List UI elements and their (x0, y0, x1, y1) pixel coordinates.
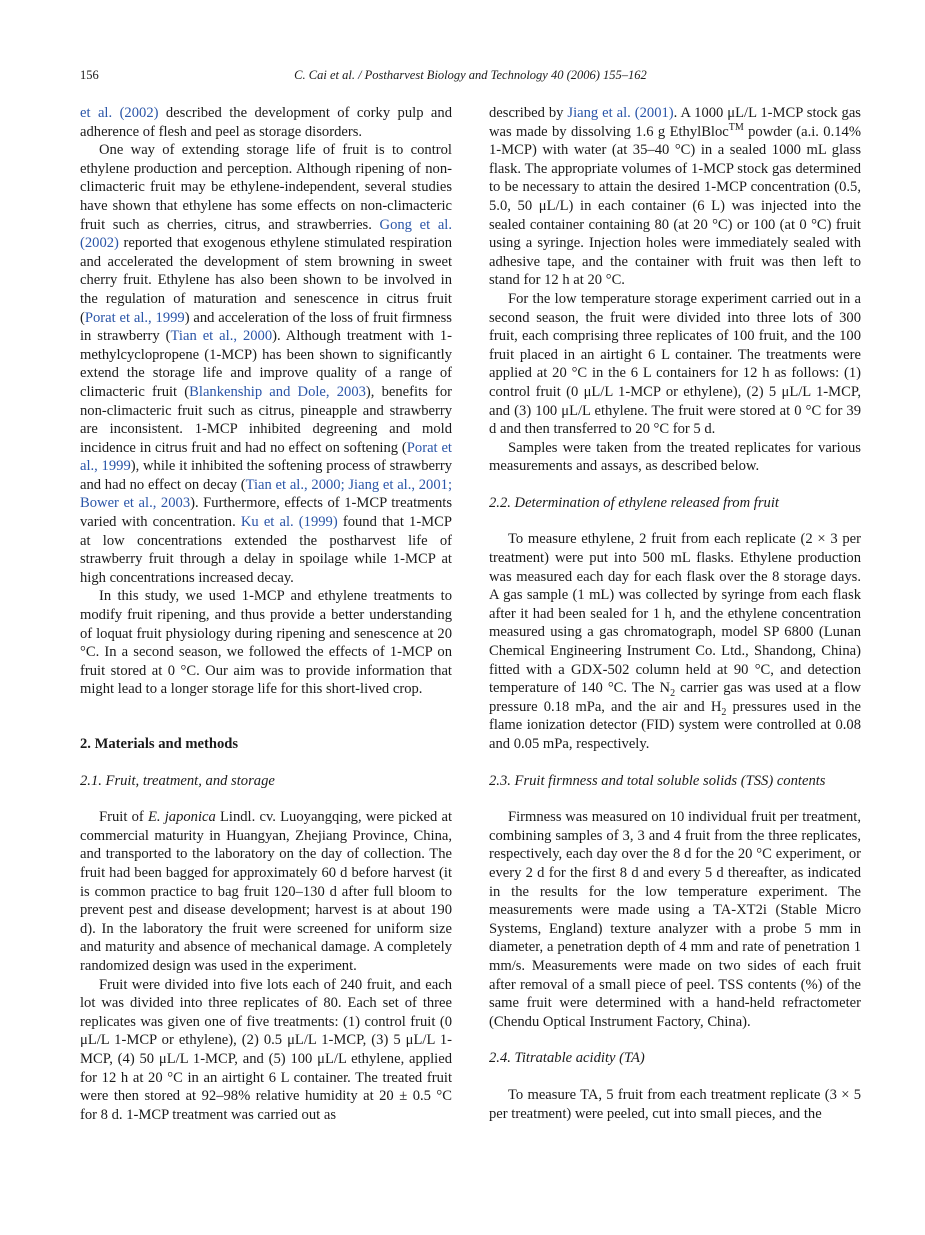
citation-link[interactable]: Ku et al. (1999) (240, 514, 338, 531)
paragraph: For the low temperature storage experiment carried out in a second season, the fruit were divided into three lots of 300 fruit, each comprising three replicates of 100 fruit, and the 100 fruit placed in an airtight 6 L container. The treatments were applied at 20 °C in the 6 L containers for 12 h as follows: (1) control fruit (0 μL/L 1-MCP or ethylene), (2) 5 μL/L 1-MCP, and (3) 100 μL/L ethylene. The fruit were stored at 0 °C for 39 d and then transferred to 20 °C for 5 d. (489, 290, 861, 438)
paragraph: described by Jiang et al. (2001). A 1000 μL/L 1-MCP stock gas was made by dissolving 1.6 g EthylBloc™ powder (a.i. 0.14% 1-MCP) with water (at 35–40 °C) in a sealed 1000 mL glass flask. The appropriate volumes of 1-MCP stock gas determined to be necessary to attain the desired 1-MCP concentration (0.5, 5.0, 50 μL/L) in each container (6 L) was injected into the sealed container containing 80 (at 20 °C) or 100 (at 0 °C) fruit using a syringe. Injection holes were immediately sealed with adhesive tape, and the container with fruit was then left to stand for 12 h at 20 °C. (489, 105, 861, 289)
right-column (489, 104, 861, 1123)
citation-link[interactable]: Jiang et al. (2001) (567, 105, 674, 121)
paragraph: Fruit of E. japonica Lindl. cv. Luoyangqing, were picked at commercial maturity in Huangyan, Zhejiang Province, China, and transported to the laboratory on the day of collection. The fruit had been bagged for approximately 60 d before harvest (it is common practice to bag fruit 120–130 d after full bloom to prevent pest and disease development; harvest is at about 190 d). In the laboratory the fruit were screened for uniform size and maturity and absence of mechanical damage. A completely randomized design was used in the experiment. (80, 809, 452, 974)
left-column (80, 104, 452, 1124)
citation-link[interactable]: Gong et al. (2002) (80, 216, 452, 252)
paragraph: Fruit were divided into five lots each of 240 fruit, and each lot was divided into three replicates of 80. Each set of three replicates was given one of five treatments: (1) control fruit (0 μL/L 1-MCP or ethylene), (2) 0.5 μL/L 1-MCP, (3) 5 μL/L 1-MCP, (4) 50 μL/L 1-MCP, and (5) 100 μL/L ethylene, applied for 12 h at 20 °C in an airtight 6 L container. The treated fruit were then stored at 92–98% relative humidity at 20 ± 0.5 °C for 8 d. 1-MCP treatment was carried out as (80, 976, 452, 1123)
section-heading: 2. Materials and methods (80, 736, 239, 752)
citation-link[interactable]: Tian et al., 2000 (170, 328, 273, 345)
page-number: 156 (80, 68, 99, 82)
subsection-heading: 2.3. Fruit firmness and total soluble solids (TSS) contents (489, 772, 826, 789)
running-title: C. Cai et al. / Postharvest Biology and Technology 40 (2006) 155–162 (294, 68, 647, 82)
citation-link[interactable]: Tian et al., 2000; Jiang et al., 2001; Bower et al., 2003 (80, 476, 452, 512)
paragraph: et al. (2002) described the development of corky pulp and adherence of flesh and peel as storage disorders. (80, 105, 452, 140)
subsection-heading: 2.4. Titratable acidity (TA) (489, 1050, 645, 1067)
subsection-heading: 2.1. Fruit, treatment, and storage (80, 772, 275, 789)
citation-link[interactable]: Porat et al., 1999 (80, 439, 452, 475)
paragraph: To measure TA, 5 fruit from each treatment replicate (3 × 5 per treatment) were peeled, cut into small pieces, and the (489, 1086, 861, 1122)
paragraph: In this study, we used 1-MCP and ethylene treatments to modify fruit ripening, and thus provide a better understanding of loquat fruit physiology during ripening and senescence at 20 °C. In a second season, we followed the effects of 1-MCP on fruit stored at 0 °C. Our aim was to provide information that might lead to a longer storage life for this short-lived crop. (80, 588, 452, 698)
page-header (80, 68, 861, 86)
subsection-heading: 2.2. Determination of ethylene released from fruit (489, 494, 779, 511)
paragraph: Samples were taken from the treated replicates for various measurements and assays, as described below. (489, 439, 861, 475)
citation-link[interactable]: Blankenship and Dole, 2003 (189, 383, 366, 400)
paragraph: Firmness was measured on 10 individual fruit per treatment, combining samples of 3, 3 and 4 fruit from the three replicates, respectively, each day over the 8 d for the 20 °C experiment, or every 2 d for the first 8 d and every 5 d thereafter, as indicated in the results for the low temperature experiment. The measurements were made using a TA-XT2i (Stable Micro Systems, England) texture analyzer with a probe 5 mm in diameter, a penetration depth of 4 mm and rate of penetration 1 mm/s. Measurements were made on two sides of each fruit after removal of a small piece of peel. TSS contents (%) of the same fruit were determined with a hand-held refractometer (Chendu Optical Instrument Factory, China). (489, 809, 861, 1030)
paragraph: To measure ethylene, 2 fruit from each replicate (2 × 3 per treatment) were put into 500 mL flasks. Ethylene production was measured each day for each flask over the 8 storage days. A gas sample (1 mL) was collected by syringe from each flask after it had been sealed for 1 h, and the ethylene concentration measured using a gas chromatograph, model SP 6800 (Lunan Chemical Engineering Instrument Co. Ltd., Shandong, China) fitted with a GDX-502 column held at 90 °C, and detection temperature of 140 °C. The $N_2$ carrier gas was used at a flow pressure 0.18 mPa, and the air and $H_2$ pressures used in the flame ionization detector (FID) system were controlled at 0.08 and 0.05 mPa, respectively. (489, 531, 862, 752)
species-name: E. japonica (147, 809, 216, 826)
trademark: TM (728, 121, 744, 133)
paragraph: One way of extending storage life of fruit is to control ethylene production and perception. Although ripening of non-climacteric fruit may be ethylene-independent, several studies have shown that ethylene has some effects on non-climacteric fruit such as cherries, citrus, and strawberries. Gong et al. (2002) reported that exogenous ethylene stimulated respiration and accelerated the development of stem browning in sweet cherry fruit. Ethylene has also been shown to be involved in the regulation of maturation and senescence in citrus fruit (Porat et al., 1999) and acceleration of the loss of fruit firmness in strawberry (Tian et al., 2000). Although treatment with 1-methylcyclopropene (1-MCP) has been shown to significantly extend the storage life and improve quality of a range of climacteric fruit (Blankenship and Dole, 2003), benefits for non-climacteric fruit such as citrus, pineapple and strawberry are inconsistent. 1-MCP inhibited degreening and mold incidence in citrus fruit and had no effect on softening (Porat et al., 1999), while it inhibited the softening process of strawberry and had no effect on decay (Tian et al., 2000; Jiang et al., 2001; Bower et al., 2003). Furthermore, effects of 1-MCP treatments varied with concentration. Ku et al. (1999) found that 1-MCP at low concentrations extended the postharvest life of strawberry fruit through a delay in spoilage while 1-MCP at high concentrations increased decay. (80, 142, 452, 586)
citation-link[interactable]: et al. (2002) (80, 105, 159, 121)
citation-link[interactable]: Porat et al., 1999 (84, 309, 185, 326)
